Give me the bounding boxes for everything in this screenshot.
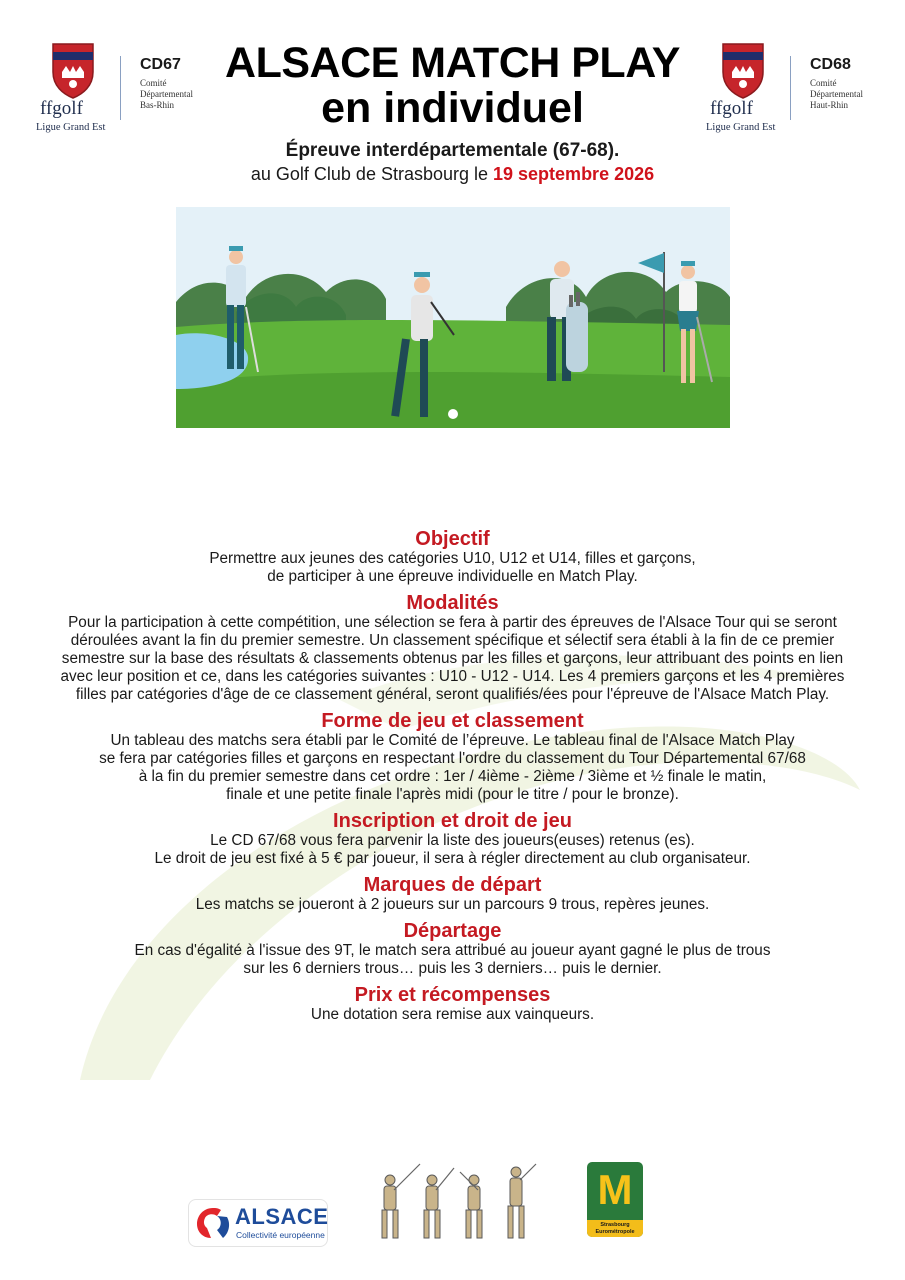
section-body: Une dotation sera remise aux vainqueurs. [310, 1006, 595, 1023]
section-title: Marques de départ [363, 874, 542, 896]
section-body: Permettre aux jeunes des catégories U10, U12 et U14, filles et garçons, de participer à une épreuve individuelle en Match Play. [209, 550, 696, 585]
alsace-subtitle: Collectivité européenne [236, 1230, 325, 1240]
event-subtitle: Épreuve interdépartementale (67-68). [285, 140, 620, 161]
cd-description [140, 78, 193, 111]
cd-desc-line: Haut-Rhin [810, 100, 848, 110]
mcdonalds-arches-icon: M [597, 1166, 633, 1213]
section-title: Forme de jeu et classement [321, 710, 584, 732]
mcd-line: Strasbourg [600, 1222, 630, 1228]
cd-desc-line: Départemental [810, 89, 863, 99]
ffgolf-cd67-logo [32, 42, 222, 137]
ligue-text: Ligue Grand Est [706, 122, 776, 133]
section-objectif [20, 528, 885, 586]
section-forme-de-jeu [20, 710, 885, 804]
ffgolf-cd68-logo [702, 42, 892, 137]
section-title: Modalités [406, 592, 499, 614]
section-title: Départage [403, 920, 502, 942]
divider [790, 56, 791, 120]
section-title: Inscription et droit de jeu [333, 810, 572, 832]
cd-code: CD68 [810, 56, 851, 73]
section-modalites [20, 592, 885, 704]
alsace-name: ALSACE [235, 1204, 329, 1229]
cd-desc-line: Bas-Rhin [140, 100, 175, 110]
section-inscription [20, 810, 885, 868]
ffgolf-crest-icon [50, 42, 96, 100]
section-body: Pour la participation à cette compétition, une sélection se fera à partir des épreuves de l'Alsace Tour qui se seront déroulées avant la fin du premier semestre. Un classement spécifique et sélectif sera établi à la fin de ce premier semestre sur la base des résultats & classements obtenus par les filles et garçons, leur attribuant des points en lien avec leur position et ce, dans les catégories suivantes : U10 - U12 - U14. Les 4 premiers garçons et les 4 premières filles par catégories d'âge de ce classement général, seront qualifiés/ées pour l'épreuve de l'Alsace Match Play. [60, 614, 845, 703]
section-departage [20, 920, 885, 978]
ffgolf-crest-icon [720, 42, 766, 100]
golf-swing-sequence-icon [370, 1158, 538, 1242]
alsace-logo [188, 1199, 328, 1247]
section-marques-depart [20, 874, 885, 914]
event-date: 19 septembre 2026 [493, 164, 655, 184]
section-body: En cas d'égalité à l'issue des 9T, le match sera attribué au joueur ayant gagné le plus de trous sur les 6 derniers trous… puis les 3 derniers… puis le dernier. [134, 942, 771, 977]
page-title: ALSACE MATCH PLAY [225, 39, 680, 87]
rules-content [20, 528, 885, 1030]
golfers-illustration [176, 207, 730, 428]
section-title: Objectif [415, 528, 490, 550]
location-text: au Golf Club de Strasbourg le [250, 164, 494, 184]
mcdonalds-band [587, 1220, 643, 1237]
cd-code: CD67 [140, 56, 181, 73]
page-title-line2: en individuel [321, 84, 584, 132]
header-title-block [222, 40, 683, 185]
cd-desc-line: Départemental [140, 89, 193, 99]
cd-description [810, 78, 863, 111]
ligue-text: Ligue Grand Est [36, 122, 106, 133]
brand-text: ffgolf [710, 98, 753, 119]
section-body: Les matchs se joueront à 2 joueurs sur un parcours 9 trous, repères jeunes. [195, 896, 710, 913]
section-body: Le CD 67/68 vous fera parvenir la liste des joueurs(euses) retenus (es). Le droit de jeu est fixé à 5 € par joueur, il sera à régler directement au club organisateur. [154, 832, 751, 867]
event-location [222, 164, 683, 185]
section-prix [20, 984, 885, 1024]
mcdonalds-location [587, 1222, 643, 1235]
cd-desc-line: Comité [140, 78, 167, 88]
mcd-line: Eurométropole [595, 1228, 635, 1235]
mcdonalds-logo [587, 1162, 643, 1237]
cd-desc-line: Comité [810, 78, 837, 88]
section-body: Un tableau des matchs sera établi par le Comité de l’épreuve. Le tableau final de l'Alsace Match Play se fera par catégories filles et garçons en respectant l'ordre du classement du Tour Départemental 67/68 à la fin du premier semestre dans cet ordre : 1er / 4ième - 2ième / 3ième et ½ finale le matin, finale et une petite finale l'après midi (pour le titre / pour le bronze). [99, 732, 806, 803]
section-title: Prix et récompenses [354, 984, 551, 1006]
divider [120, 56, 121, 120]
alsace-emblem-icon [195, 1206, 231, 1240]
brand-text: ffgolf [40, 98, 83, 119]
